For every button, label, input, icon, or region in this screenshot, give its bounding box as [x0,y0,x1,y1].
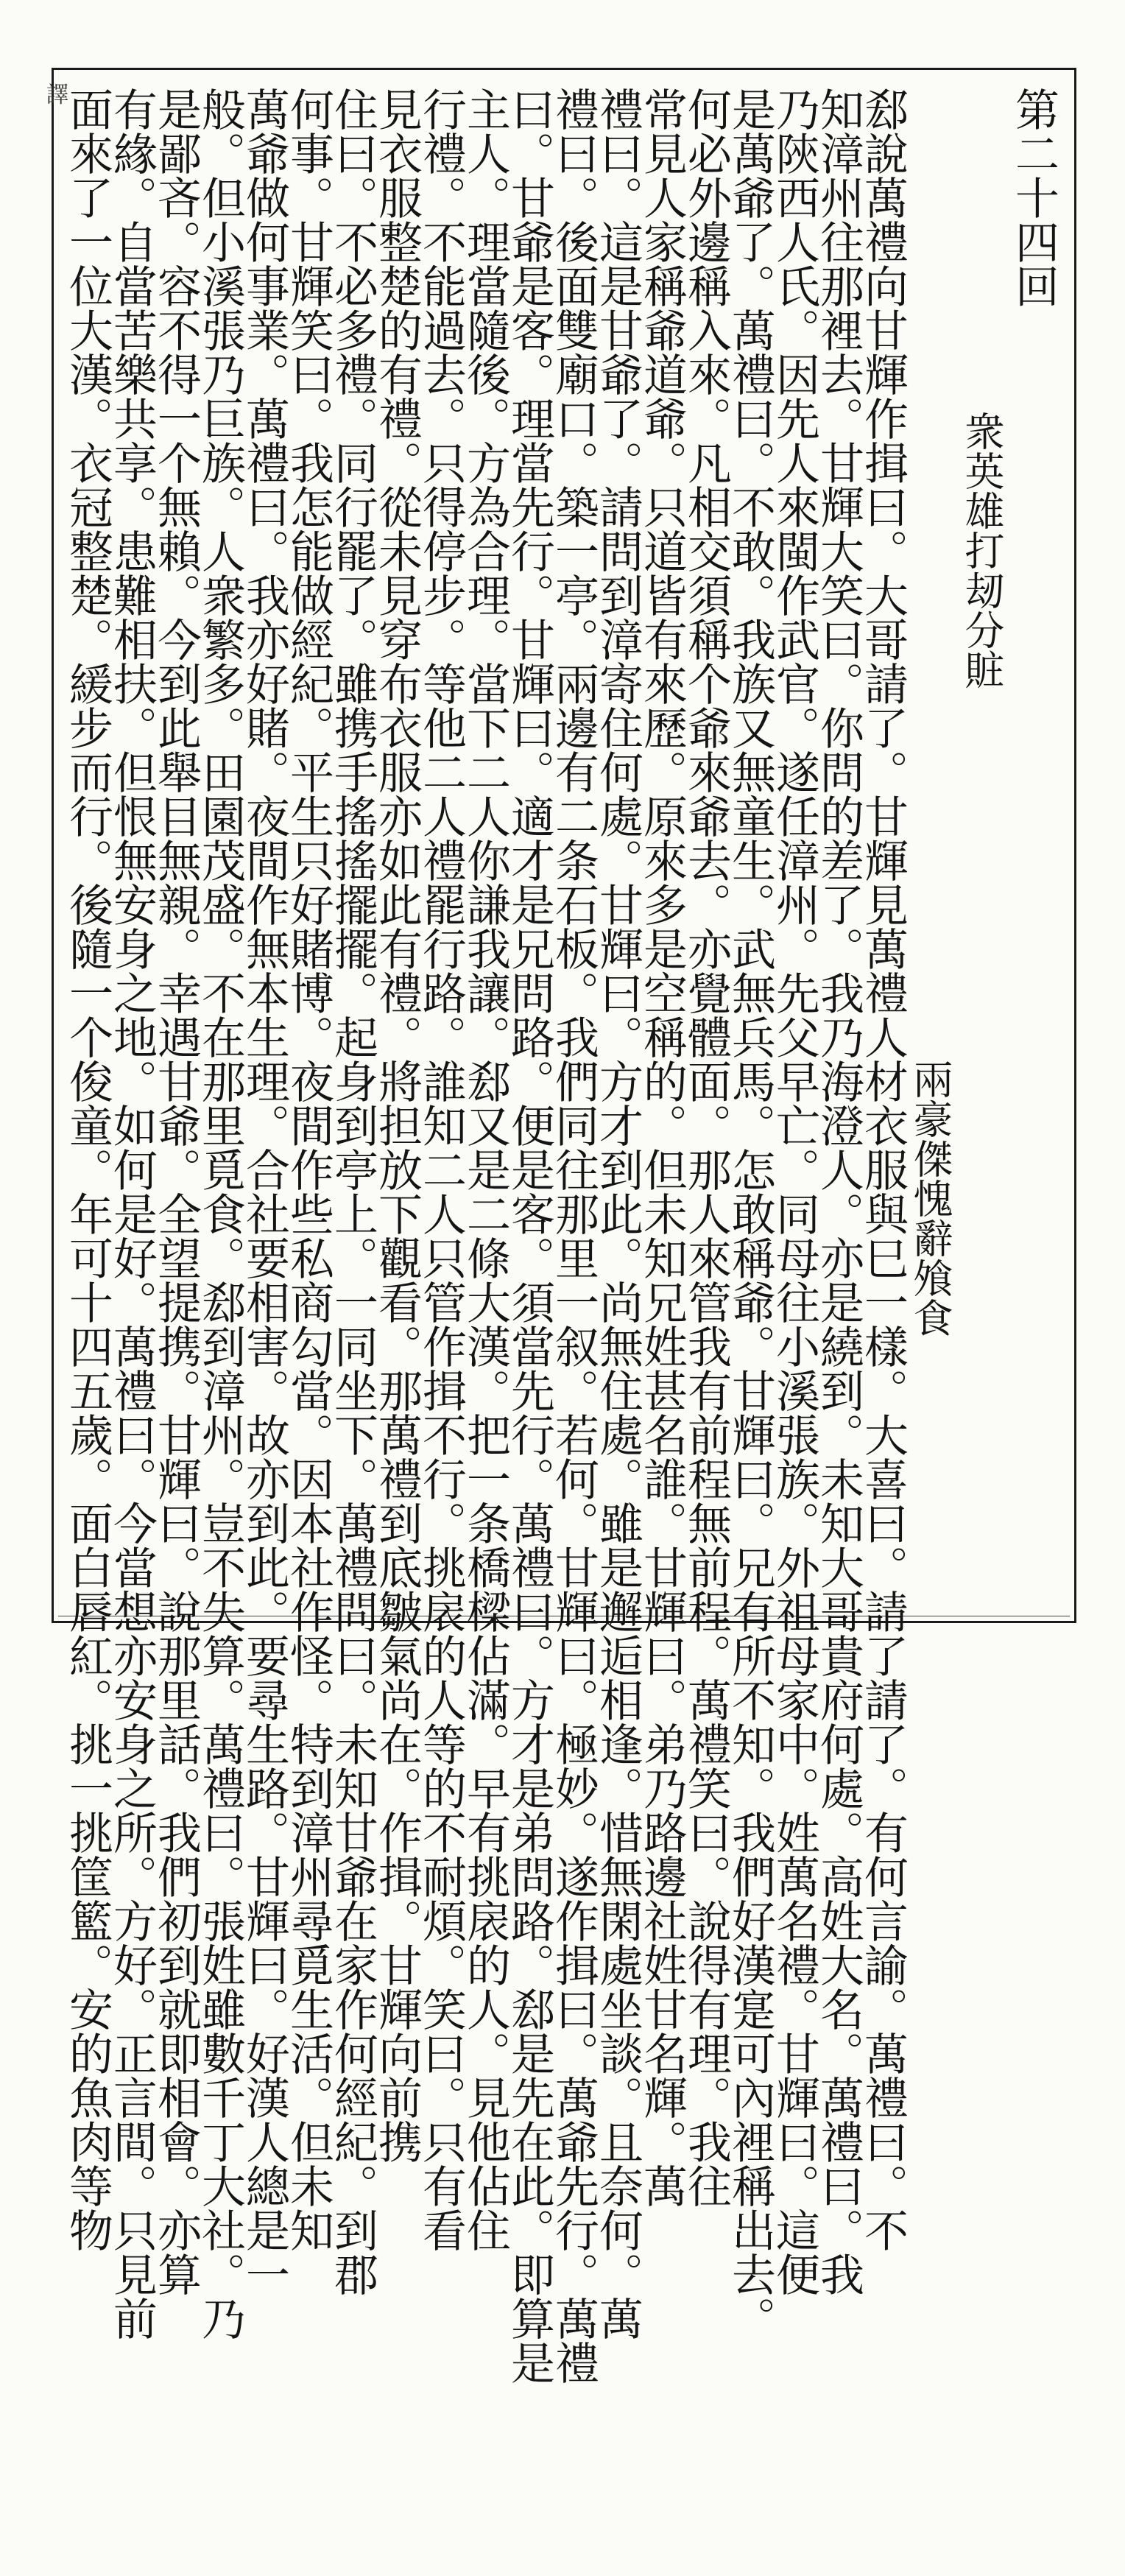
text-column: 禮曰。這是甘爺了。請問到漳寄住何處。甘輝曰。方才到此。尚無住處。雖是邂逅相逢。惜無閑處坐談。且奈何。萬 [592,87,643,2340]
text-body [62,87,909,2385]
text-column: 郄說萬禮向甘輝作揖曰。大哥請了。甘輝見萬禮人材衣服與巳一樣。大喜曰。請了請了。有何言諭。萬禮曰。不 [857,87,909,2252]
text-column: 知漳州往那裡去。甘輝大笑曰。你問的差了。我乃海澄人。亦是繞到。未知大哥貴府何處。高姓大名。萬禮曰。我 [813,87,864,2296]
margin-mark: 譯 [42,82,68,105]
text-column: 主人。理當隨後。方為合理。當下二人你謙我讓。郄又是二條大漢。把一条橋樑佔滿。早有挑扆的人。見他佔住 [459,87,511,2252]
text-column: 曰。甘爺是客。理當先行。甘輝曰。適才是兄問路。便是客。須當先行。萬禮曰。方才是弟問路。郄是先在此。即算是 [504,87,555,2385]
text-column: 何必外邊稱入來。凡相交須稱个爺來爺去。亦覺體面。那人來管我有前程無前程。萬禮笑曰。說得有理。我往 [680,87,732,2208]
chapter-number: 第二十四回 [1008,87,1059,308]
text-column: 禮曰。後面雙廟口。築一亭。兩邊有二条石板。我們同往那里一叙。若何。甘輝曰。極妙。遂作揖曰。萬爺先行。萬禮 [548,87,599,2385]
chapter-title-line-1: 衆英雄打刼分賍 [959,411,1005,689]
text-column: 有緣。自當苦樂共享。患難相扶。但恨無安身之地。如何是好。萬禮曰。今當想亦安身之所。方好。正言間。只見前 [106,87,158,2340]
text-column: 何事。甘輝笑曰。我怎能做經紀。平生只好賭博。夜間作些私商勾當。因本社作怪。特到漳州尋覓生活。但未知 [283,87,334,2252]
chapter-heading [904,87,1059,1604]
text-column: 乃陝西人氏。因先人來閩作武官。遂任漳州。先父早亡。同母往小溪張族。外祖母家中。姓萬名禮。甘輝曰。這便 [769,87,820,2296]
text-column: 面來了一位大漢。衣冠整楚。緩步而行。後隨一个俊童。年可十四五歲。面白唇紅。挑一挑筐籃。安的魚肉等物 [62,87,113,2252]
text-column: 行禮。不能過去。只得停步。等他二人禮罷行路。誰知二人只管作揖不行。挑扆的人等的不耐煩。笑曰。只有看 [415,87,467,2252]
text-column: 常見人家稱爺道爺。只道皆有來歷。原來多是空稱的。但未知兄姓甚名誰。甘輝曰。弟乃路邊社姓甘名輝。萬 [636,87,688,2208]
text-column: 萬爺做何事業。萬禮曰。我亦好賭。夜間作無本生理。合社要相害。故亦到此。要尋生路。甘輝曰。好漢人總是一 [239,87,290,2296]
text-column: 住曰。不必多禮。同行罷了。雖携手搖搖擺擺。起身到亭上。一同坐下。萬禮問曰。未知甘爺在家作何經紀。到郡 [327,87,378,2296]
text-column: 般。但小溪張乃巨族。人衆繁多。田園茂盛。不在那里覓食。郄到漳州。豈不失算。萬禮曰。張姓雖數千丁大社。乃 [194,87,246,2340]
text-column: 見衣服整楚的有禮。從未見穿布衣服亦如此有禮。將担放下觀看。那萬禮到底皺氣尚在。作揖。甘輝向前携 [371,87,423,2164]
chapter-title-line-2: 兩豪傑愧辭飧食 [907,1059,953,1337]
text-column: 是鄙吝。容不得一个無賴。今到此舉目無親。幸遇甘爺。全望提携。甘輝曰。說那里話。我們初到就即相會。亦算 [150,87,202,2296]
text-column: 是萬爺了。萬禮曰。不敢。我族又無童生。武無兵馬。怎敢稱爺。甘輝曰。兄有所不知。我們好漢寔可內裡稱出去。 [724,87,776,2340]
